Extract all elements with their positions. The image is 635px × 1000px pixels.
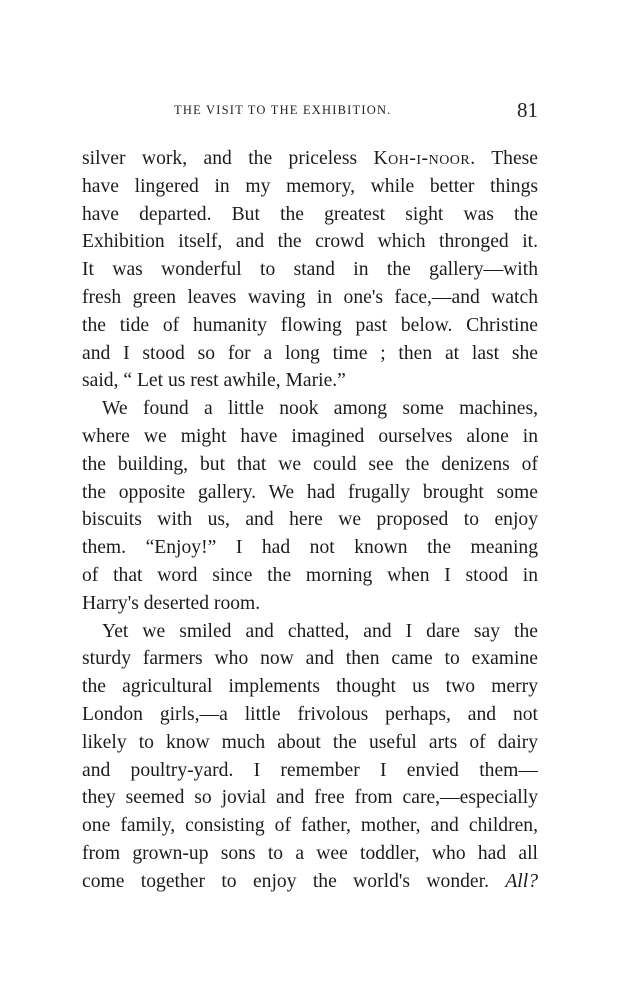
text-line: sturdy farmers who now and then came to examine [82, 648, 538, 670]
paragraph-start-line: We found a little nook among some machines, [102, 398, 538, 420]
text-line: one family, consisting of father, mother, and children, [82, 815, 538, 837]
text-line: and I stood so for a long time ; then at last she [82, 342, 538, 364]
text-line: have departed. But the greatest sight was the [82, 203, 538, 225]
text-line: the agricultural implements thought us two merry [82, 676, 538, 698]
text-line: London girls,—a little frivolous perhaps, and not [82, 703, 538, 725]
page-number: 81 [517, 98, 538, 122]
text-line: them. “Enjoy!” I had not known the meaning [82, 537, 538, 559]
running-title: THE VISIT TO THE EXHIBITION. [174, 103, 392, 117]
text-line: have lingered in my memory, while better things [82, 175, 538, 197]
text-line: the building, but that we could see the denizens of [82, 453, 538, 475]
text-line: where we might have imagined ourselves alone in [82, 425, 538, 447]
text-line: of that word since the morning when I stood in [82, 564, 538, 586]
page-header [82, 99, 542, 125]
text-line: from grown-up sons to a wee toddler, who had all [82, 842, 538, 864]
text-line: likely to know much about the useful arts of dairy [82, 731, 538, 753]
text-line: fresh green leaves waving in one's face,—and watch [82, 286, 538, 308]
text-line: and poultry-yard. I remember I envied them— [82, 759, 538, 781]
paragraph-end-line: said, “ Let us rest awhile, Marie.” [82, 370, 346, 392]
text-line: they seemed so jovial and free from care,—especially [82, 787, 538, 809]
text-line: Exhibition itself, and the crowd which thronged it. [82, 231, 538, 253]
paragraph-end-line: Harry's deserted room. [82, 592, 261, 614]
text-line: It was wonderful to stand in the gallery—with [82, 259, 538, 281]
paragraph-start-line: Yet we smiled and chatted, and I dare say the [102, 620, 538, 642]
text-line: the opposite gallery. We had frugally brought some [82, 481, 538, 503]
text-line: silver work, and the priceless Koh-i-noor. These [82, 148, 538, 169]
body-text [82, 145, 538, 896]
text-line: come together to enjoy the world's wonder. All? [82, 870, 538, 892]
text-line: the tide of humanity flowing past below. Christine [82, 314, 538, 336]
text-line: biscuits with us, and here we proposed to enjoy [82, 509, 538, 531]
